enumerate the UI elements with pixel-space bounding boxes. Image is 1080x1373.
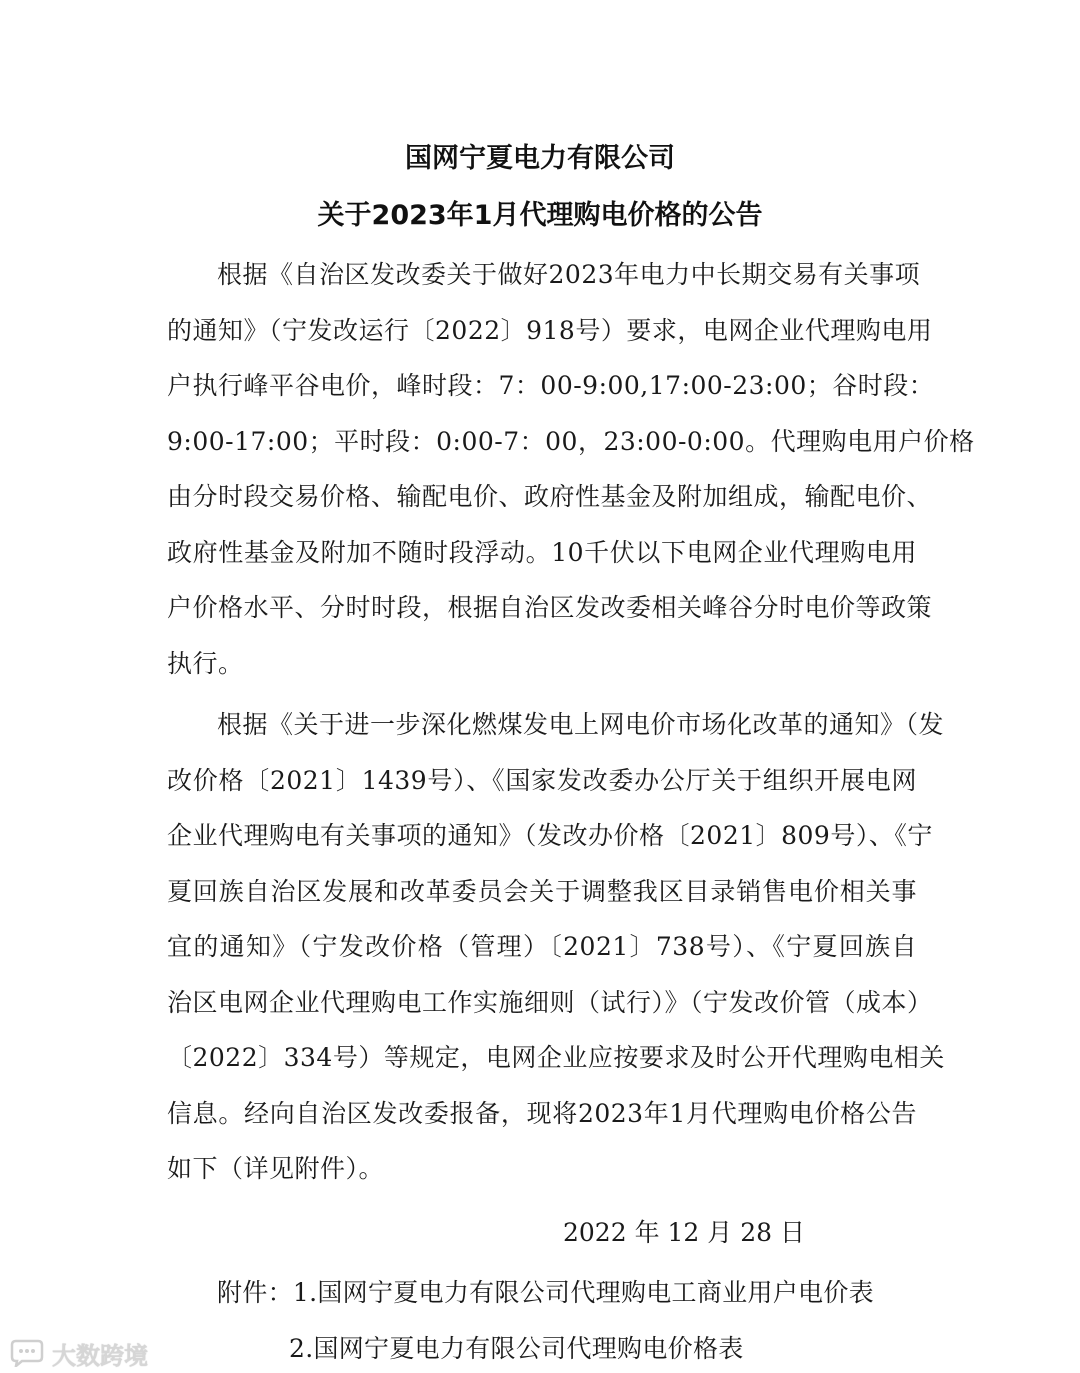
paragraph1-line-1: 根据《自治区发改委关于做好2023年电力中长期交易有关事项 [217, 260, 921, 289]
chat-bubble-logo-icon [8, 1339, 46, 1367]
paragraph1-line-8: 执行。 [167, 649, 244, 678]
paragraph1-line-3: 户执行峰平谷电价，峰时段：7：00-9:00,17:00-23:00；谷时段： [167, 371, 935, 400]
paragraph2-line-9: 如下（详见附件）。 [167, 1154, 385, 1183]
paragraph2-line-1: 根据《关于进一步深化燃煤发电上网电价市场化改革的通知》（发 [217, 710, 945, 739]
paragraph2-line-3: 企业代理购电有关事项的通知》（发改办价格〔2021〕809号）、《宁 [167, 821, 933, 850]
paragraph1-line-4: 9:00-17:00；平时段：0:00-7：00，23:00-0:00。代理购电用户价格 [167, 427, 975, 456]
document-date: 2022 年 12 月 28 日 [563, 1218, 805, 1247]
attachment-item-2: 2.国网宁夏电力有限公司代理购电价格表 [289, 1334, 744, 1363]
paragraph1-line-7: 户价格水平、分时时段，根据自治区发改委相关峰谷分时电价等政策 [167, 593, 933, 622]
paragraph2-line-5: 宜的通知》（宁发改价格（管理）〔2021〕738号）、《宁夏回族自 [167, 932, 917, 961]
paragraph1-line-2: 的通知》（宁发改运行〔2022〕918号）要求，电网企业代理购电用 [167, 316, 933, 345]
paragraph2-line-6: 治区电网企业代理购电工作实施细则（试行）》（宁发改价管（成本） [167, 988, 933, 1017]
paragraph1-line-6: 政府性基金及附加不随时段浮动。10千伏以下电网企业代理购电用 [167, 538, 917, 567]
document-title-subject: 关于2023年1月代理购电价格的公告 [317, 200, 763, 231]
paragraph1-line-5: 由分时段交易价格、输配电价、政府性基金及附加组成，输配电价、 [167, 482, 933, 511]
paragraph2-line-4: 夏回族自治区发展和改革委员会关于调整我区目录销售电价相关事 [167, 877, 917, 906]
paragraph2-line-2: 改价格〔2021〕1439号）、《国家发改委办公厅关于组织开展电网 [167, 766, 917, 795]
paragraph2-line-7: 〔2022〕334号）等规定，电网企业应按要求及时公开代理购电相关 [167, 1043, 945, 1072]
watermark-text: 大数跨境 [52, 1341, 148, 1370]
document-title-company: 国网宁夏电力有限公司 [405, 143, 675, 174]
watermark [8, 1335, 148, 1371]
paragraph2-line-8: 信息。经向自治区发改委报备，现将2023年1月代理购电价格公告 [167, 1099, 917, 1128]
attachment-item-1: 附件：1.国网宁夏电力有限公司代理购电工商业用户电价表 [217, 1278, 874, 1307]
